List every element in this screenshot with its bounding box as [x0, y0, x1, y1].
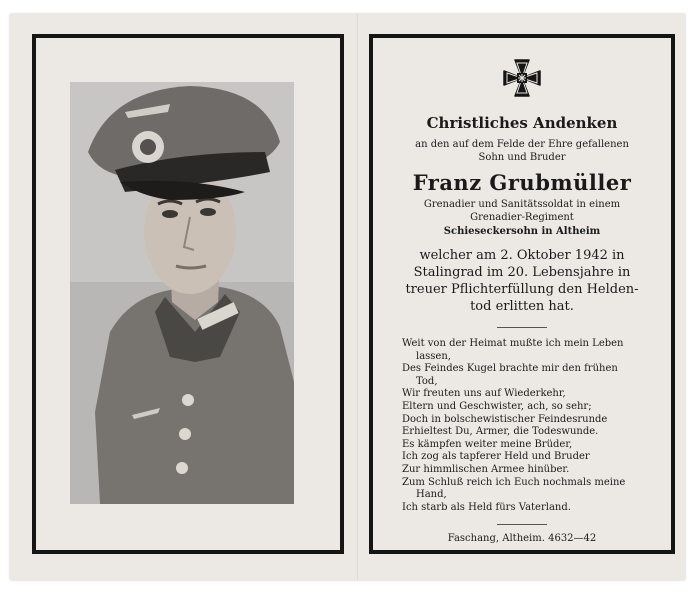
memorial-text: [376, 40, 668, 544]
death-line: treuer Pflichterfüllung den Helden-: [405, 282, 639, 297]
poem-line: Tod,: [416, 375, 438, 387]
soldier-portrait: [70, 82, 294, 504]
heading: Christliches Andenken: [426, 114, 618, 132]
poem-line: lassen,: [416, 350, 451, 362]
card-fold: [357, 14, 359, 580]
intro-line-1: an den auf dem Felde der Ehre gefallenen: [415, 139, 629, 150]
poem-line: Doch in bolschewistischer Feindesrunde: [402, 413, 608, 425]
origin: Schieseckersohn in Altheim: [443, 226, 601, 237]
intro-line-2: Sohn und Bruder: [478, 152, 566, 163]
death-line: tod erlitten hat.: [470, 299, 574, 314]
poem-line: Ich starb als Held fürs Vaterland.: [402, 501, 571, 513]
poem-line: Es kämpfen weiter meine Brüder,: [402, 438, 573, 450]
deceased-name: Franz Grubmüller: [412, 170, 632, 195]
printer-footer: Faschang, Altheim. 4632—42: [447, 533, 597, 545]
death-notice: [376, 247, 668, 315]
poem-line: Zur himmlischen Armee hinüber.: [402, 463, 570, 475]
poem-line: Des Feindes Kugel brachte mir den frühen: [402, 363, 618, 375]
poem-line: Eltern und Geschwister, ach, so sehr;: [402, 400, 592, 412]
memorial-poem: [376, 338, 668, 514]
divider: [497, 327, 547, 328]
iron-cross-icon: [500, 56, 544, 100]
poem-line: Zum Schluß reich ich Euch nochmals meine: [402, 476, 626, 488]
poem-line: Ich zog als tapferer Held und Bruder: [402, 451, 590, 463]
rank-line-2: Grenadier-Regiment: [470, 212, 574, 223]
death-line: Stalingrad im 20. Lebensjahre in: [413, 265, 631, 280]
death-line: welcher am 2. Oktober 1942 in: [419, 248, 625, 263]
portrait-illustration: [70, 82, 294, 504]
poem-line: Erhieltest Du, Armer, die Todeswunde.: [402, 426, 599, 438]
poem-line: Weit von der Heimat mußte ich mein Leben: [402, 338, 624, 349]
cross-container: [376, 40, 668, 100]
poem-line: Hand,: [416, 489, 447, 501]
rank-line-1: Grenadier und Sanitätssoldat in einem: [423, 199, 621, 210]
poem-line: Wir freuten uns auf Wiederkehr,: [402, 388, 566, 400]
divider: [497, 524, 547, 525]
